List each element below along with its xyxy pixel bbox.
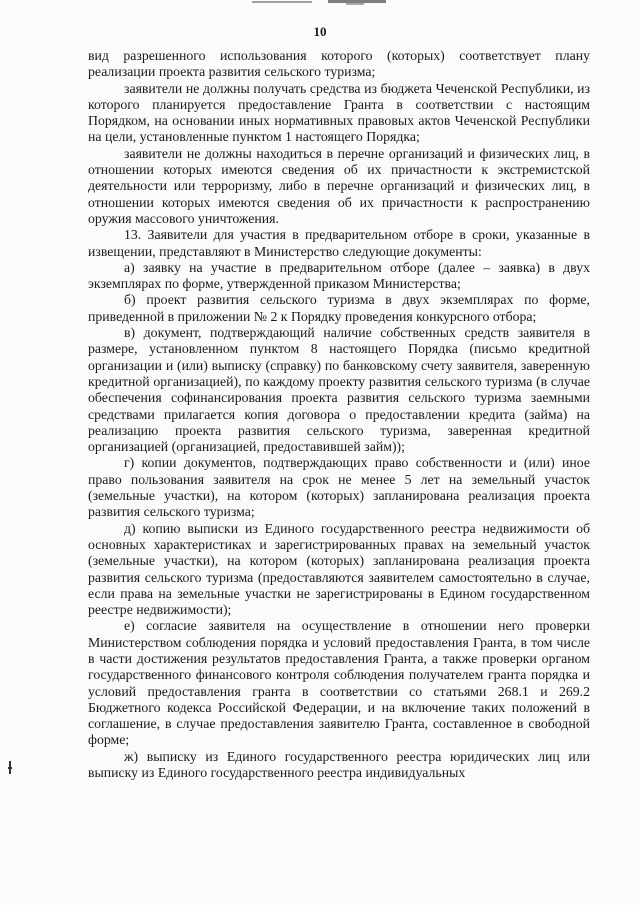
scan-artifact bbox=[346, 3, 364, 5]
paragraph-item-v: в) документ, подтверждающий наличие собственных средств заявителя в размере, установленном пунктом 8 настоящего Порядка (письмо кредитной организации и (или) выписку (справку) по банковскому счету заявителя, заверенную кредитной организацией), по каждому проекту развития сельского туризма (в случае обеспечения софинансирования проекта развития сельского туризма заемными средствами прилагается копия договора о предоставлении кредита (займа) на реализацию проекта развития сельского туризма, заверенная кредитной организацией (организацией, предоставившей займ)); bbox=[88, 325, 590, 455]
paragraph-no-budget-funds: заявители не должны получать средства из бюджета Чеченской Республики, из которого планируется предоставление Гранта в соответствии с настоящим Порядком, на основании иных нормативных правовых актов Чеченской Республики на цели, установленные пунктом 1 настоящего Порядка; bbox=[88, 80, 590, 145]
paragraph-item-g: г) копии документов, подтверждающих право собственности и (или) иное право пользования заявителя на срок не менее 5 лет на земельный участок (земельные участки), на котором (которых) запланирована реализация проекта развития сельского туризма; bbox=[88, 455, 590, 520]
paragraph-item-e: е) согласие заявителя на осуществление в отношении него проверки Министерством соблюдения порядка и условий предоставления Гранта, в том числе в части достижения результатов предоставления Гранта, а также проверки органом государственного финансового контроля соблюдения получателем гранта порядка и условий предоставления гранта в соответствии со статьями 268.1 и 269.2 Бюджетного кодекса Российской Федерации, и на включение таких положений в соглашение, в случае предоставления заявителю Гранта, составленное в свободной форме; bbox=[88, 618, 590, 748]
paragraph-item-a: а) заявку на участие в предварительном отборе (далее – заявка) в двух экземплярах по форме, утвержденной приказом Министерства; bbox=[88, 259, 590, 292]
document-body bbox=[88, 48, 590, 781]
scan-artifact bbox=[252, 1, 312, 3]
scan-artifact bbox=[8, 767, 12, 769]
paragraph-continuation: вид разрешенного использования которого (которых) соответствует плану реализации проекта развития сельского туризма; bbox=[88, 48, 590, 80]
paragraph-not-in-extremism-list: заявители не должны находиться в перечне организаций и физических лиц, в отношении которых имеются сведения об их причастности к экстремистской деятельности или терроризму, либо в перечне организаций и физических лиц, в отношении которых имеются сведения об их причастности к распространению оружия массового уничтожения. bbox=[88, 145, 590, 226]
paragraph-item-zh: ж) выписку из Единого государственного реестра юридических лиц или выписку из Единого государственного реестра индивидуальных bbox=[88, 748, 590, 781]
page-number: 10 bbox=[313, 24, 327, 39]
paragraph-item-13: 13. Заявители для участия в предварительном отборе в сроки, указанные в извещении, представляют в Министерство следующие документы: bbox=[88, 227, 590, 259]
paragraph-item-b: б) проект развития сельского туризма в двух экземплярах по форме, приведенной в приложении № 2 к Порядку проведения конкурсного отбора; bbox=[88, 292, 590, 324]
paragraph-item-d: д) копию выписки из Единого государственного реестра недвижимости об основных характеристиках и зарегистрированных правах на земельный участок (земельные участки), на котором (которых) запланирована реализация проекта развития сельского туризма (предоставляются заявителем самостоятельно в случае, если права на земельные участки не зарегистрированы в Едином государственном реестре недвижимости); bbox=[88, 520, 590, 618]
